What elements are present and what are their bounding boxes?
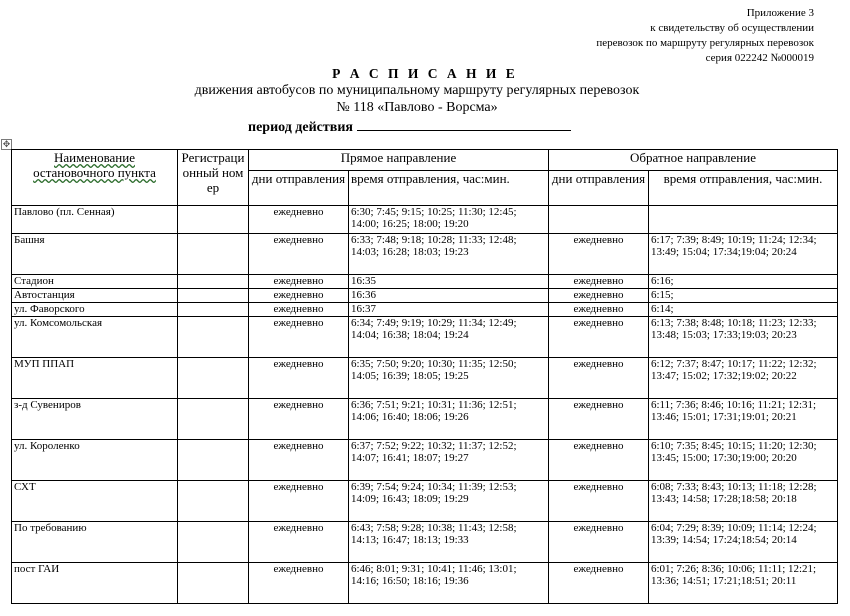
- backward-days-cell: ежедневно: [549, 399, 649, 440]
- period-blank-line: [357, 118, 571, 131]
- backward-days-cell: ежедневно: [549, 234, 649, 275]
- forward-times-cell: 6:46; 8:01; 9:31; 10:41; 11:46; 13:01; 14:16; 16:50; 18:16; 19:36: [349, 563, 549, 604]
- table-row: [12, 481, 838, 522]
- period-field: [248, 118, 571, 136]
- appendix-line: перевозок по маршруту регулярных перевозок: [596, 37, 814, 49]
- backward-times-cell: 6:11; 7:36; 8:46; 10:16; 11:21; 12:31; 13:46; 15:01; 17:31;19:01; 20:21: [649, 399, 838, 440]
- backward-days-cell: ежедневно: [549, 303, 649, 317]
- forward-times-cell: 16:35: [349, 275, 549, 289]
- table-row: [12, 358, 838, 399]
- header-backward-days: дни отправления: [549, 171, 649, 206]
- table-row: [12, 440, 838, 481]
- backward-times-cell: 6:08; 7:33; 8:43; 10:13; 11:18; 12:28; 13:43; 14:58; 17:28;18:58; 20:18: [649, 481, 838, 522]
- reg-number-cell: [178, 563, 249, 604]
- table-row: [12, 206, 838, 234]
- subtitle-line: № 118 «Павлово - Ворсма»: [336, 100, 498, 115]
- reg-number-cell: [178, 289, 249, 303]
- backward-times-cell: [649, 206, 838, 234]
- backward-days-cell: ежедневно: [549, 563, 649, 604]
- subtitle-line: движения автобусов по муниципальному маршруту регулярных перевозок: [194, 83, 640, 98]
- table-row: [12, 317, 838, 358]
- forward-times-cell: 16:36: [349, 289, 549, 303]
- schedule-table: [11, 149, 838, 604]
- reg-number-cell: [178, 206, 249, 234]
- backward-times-cell: 6:14;: [649, 303, 838, 317]
- table-row: [12, 399, 838, 440]
- forward-days-cell: ежедневно: [249, 206, 349, 234]
- stop-name-cell: СХТ: [12, 481, 178, 522]
- backward-times-cell: 6:16;: [649, 275, 838, 289]
- stop-name-cell: МУП ППАП: [12, 358, 178, 399]
- stop-name-cell: ул. Короленко: [12, 440, 178, 481]
- forward-times-cell: 6:33; 7:48; 9:18; 10:28; 11:33; 12:48; 14:03; 16:28; 18:03; 19:23: [349, 234, 549, 275]
- table-row: [12, 303, 838, 317]
- reg-number-cell: [178, 522, 249, 563]
- reg-number-cell: [178, 399, 249, 440]
- backward-days-cell: [549, 206, 649, 234]
- forward-times-cell: 16:37: [349, 303, 549, 317]
- forward-days-cell: ежедневно: [249, 563, 349, 604]
- forward-days-cell: ежедневно: [249, 275, 349, 289]
- backward-times-cell: 6:13; 7:38; 8:48; 10:18; 11:23; 12:33; 13:48; 15:03; 17:33;19:03; 20:23: [649, 317, 838, 358]
- backward-times-cell: 6:04; 7:29; 8:39; 10:09; 11:14; 12:24; 13:39; 14:54; 17:24;18:54; 20:14: [649, 522, 838, 563]
- reg-number-cell: [178, 358, 249, 399]
- stop-name-cell: ул. Фаворского: [12, 303, 178, 317]
- header-reg-number: Регистрационный номер: [178, 150, 249, 206]
- forward-days-cell: ежедневно: [249, 358, 349, 399]
- appendix-line: Приложение 3: [746, 7, 814, 19]
- table-row: [12, 522, 838, 563]
- move-anchor-icon[interactable]: ✥: [2, 139, 11, 149]
- header-forward: Прямое направление: [249, 150, 549, 171]
- backward-days-cell: ежедневно: [549, 289, 649, 303]
- document-title: Р А С П И С А Н И Е: [332, 66, 518, 81]
- forward-days-cell: ежедневно: [249, 289, 349, 303]
- backward-times-cell: 6:12; 7:37; 8:47; 10:17; 11:22; 12:32; 13:47; 15:02; 17:32;19:02; 20:22: [649, 358, 838, 399]
- forward-times-cell: 6:36; 7:51; 9:21; 10:31; 11:36; 12:51; 14:06; 16:40; 18:06; 19:26: [349, 399, 549, 440]
- stop-name-cell: Автостанция: [12, 289, 178, 303]
- header-forward-days: дни отправления: [249, 171, 349, 206]
- forward-days-cell: ежедневно: [249, 234, 349, 275]
- stop-name-cell: По требованию: [12, 522, 178, 563]
- backward-days-cell: ежедневно: [549, 317, 649, 358]
- backward-days-cell: ежедневно: [549, 440, 649, 481]
- document-subtitle: [0, 82, 834, 116]
- appendix-line: серия 022242 №000019: [705, 52, 814, 64]
- header-stop-name: Наименование остановочного пункта: [12, 150, 178, 206]
- backward-days-cell: ежедневно: [549, 275, 649, 289]
- forward-days-cell: ежедневно: [249, 522, 349, 563]
- schedule-body: [12, 206, 838, 604]
- backward-times-cell: 6:15;: [649, 289, 838, 303]
- forward-days-cell: ежедневно: [249, 317, 349, 358]
- forward-times-cell: 6:34; 7:49; 9:19; 10:29; 11:34; 12:49; 14:04; 16:38; 18:04; 19:24: [349, 317, 549, 358]
- stop-name-cell: Павлово (пл. Сенная): [12, 206, 178, 234]
- table-row: [12, 234, 838, 275]
- forward-times-cell: 6:30; 7:45; 9:15; 10:25; 11:30; 12:45; 14:00; 16:25; 18:00; 19:20: [349, 206, 549, 234]
- forward-days-cell: ежедневно: [249, 399, 349, 440]
- table-row: [12, 563, 838, 604]
- period-label: период действия: [248, 120, 353, 135]
- table-row: [12, 275, 838, 289]
- backward-days-cell: ежедневно: [549, 358, 649, 399]
- forward-times-cell: 6:43; 7:58; 9:28; 10:38; 11:43; 12:58; 14:13; 16:47; 18:13; 19:33: [349, 522, 549, 563]
- stop-name-cell: Стадион: [12, 275, 178, 289]
- stop-name-cell: з-д Сувениров: [12, 399, 178, 440]
- backward-days-cell: ежедневно: [549, 522, 649, 563]
- backward-times-cell: 6:10; 7:35; 8:45; 10:15; 11:20; 12:30; 13:45; 15:00; 17:30;19:00; 20:20: [649, 440, 838, 481]
- reg-number-cell: [178, 317, 249, 358]
- header-backward: Обратное направление: [549, 150, 838, 171]
- reg-number-cell: [178, 440, 249, 481]
- stop-name-cell: ул. Комсомольская: [12, 317, 178, 358]
- reg-number-cell: [178, 303, 249, 317]
- reg-number-cell: [178, 481, 249, 522]
- forward-days-cell: ежедневно: [249, 303, 349, 317]
- stop-name-cell: пост ГАИ: [12, 563, 178, 604]
- reg-number-cell: [178, 234, 249, 275]
- forward-times-cell: 6:37; 7:52; 9:22; 10:32; 11:37; 12:52; 14:07; 16:41; 18:07; 19:27: [349, 440, 549, 481]
- forward-times-cell: 6:35; 7:50; 9:20; 10:30; 11:35; 12:50; 14:05; 16:39; 18:05; 19:25: [349, 358, 549, 399]
- appendix-note: [596, 6, 814, 66]
- forward-days-cell: ежедневно: [249, 481, 349, 522]
- header-backward-time: время отправления, час:мин.: [649, 171, 838, 206]
- stop-name-cell: Башня: [12, 234, 178, 275]
- table-row: [12, 289, 838, 303]
- reg-number-cell: [178, 275, 249, 289]
- backward-days-cell: ежедневно: [549, 481, 649, 522]
- appendix-line: к свидетельству об осуществлении: [650, 22, 814, 34]
- header-forward-time: время отправления, час:мин.: [349, 171, 549, 206]
- backward-times-cell: 6:01; 7:26; 8:36; 10:06; 11:11; 12:21; 13:36; 14:51; 17:21;18:51; 20:11: [649, 563, 838, 604]
- forward-times-cell: 6:39; 7:54; 9:24; 10:34; 11:39; 12:53; 14:09; 16:43; 18:09; 19:29: [349, 481, 549, 522]
- forward-days-cell: ежедневно: [249, 440, 349, 481]
- backward-times-cell: 6:17; 7:39; 8:49; 10:19; 11:24; 12:34; 13:49; 15:04; 17:34;19:04; 20:24: [649, 234, 838, 275]
